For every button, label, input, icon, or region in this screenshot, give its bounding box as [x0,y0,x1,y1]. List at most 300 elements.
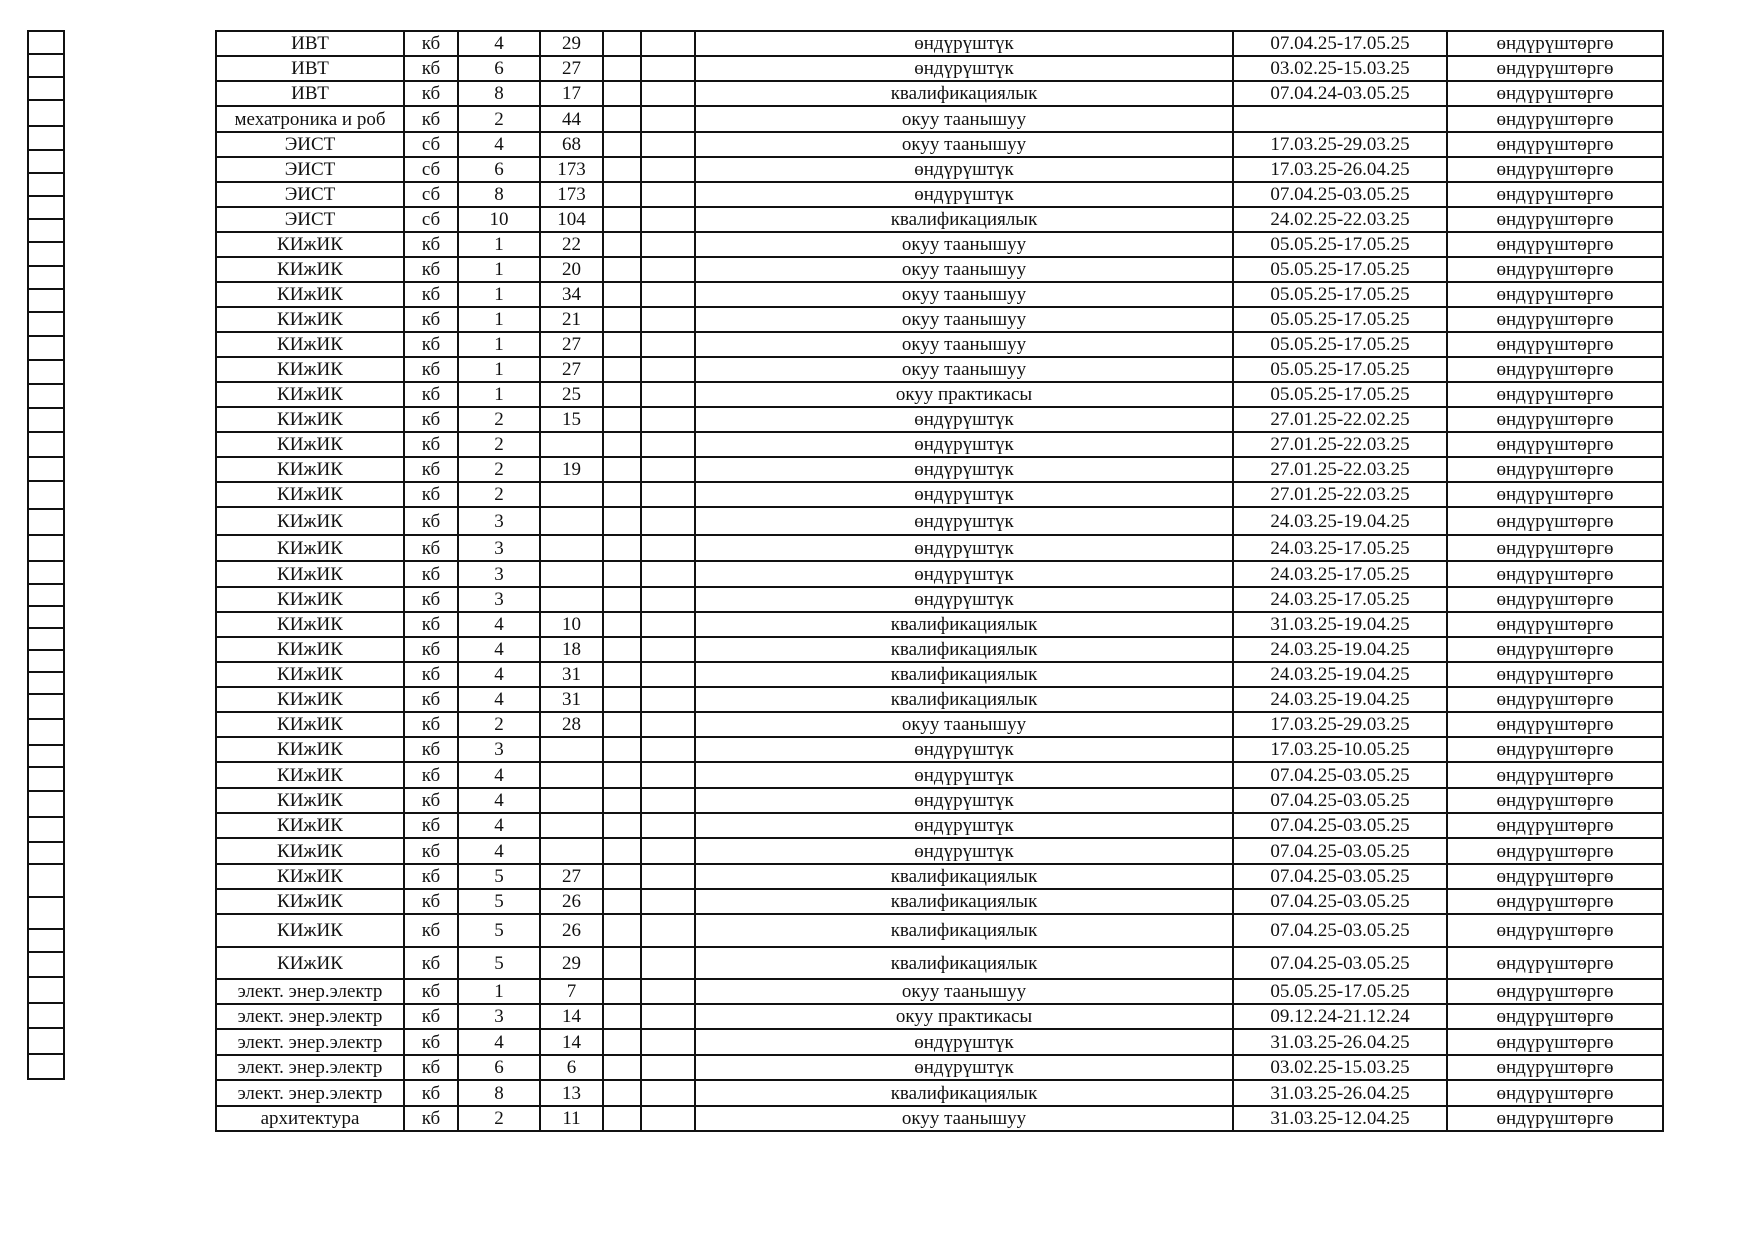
practice-dates-cell: 24.03.25-19.04.25 [1233,637,1447,662]
study-form-cell: кб [404,737,458,762]
empty-cell [641,864,695,889]
course-cell: 4 [458,788,540,813]
empty-cell [641,157,695,182]
course-cell: 3 [458,535,540,561]
row-number-cell [28,977,64,1003]
practice-place-cell: өндүрүштөргө [1447,257,1663,282]
empty-cell [603,106,641,132]
practice-place-cell: өндүрүштөргө [1447,106,1663,132]
study-form-cell: кб [404,457,458,482]
course-cell: 3 [458,561,540,587]
specialty-cell: КИжИК [216,637,404,662]
practice-type-cell: өндүрүштүк [695,561,1233,587]
row-number-cell [28,150,64,173]
study-form-cell: кб [404,587,458,612]
row-number-cell [28,196,64,219]
table-row [216,788,1663,813]
study-form-cell: кб [404,889,458,914]
student-count-cell: 20 [540,257,603,282]
study-form-cell: кб [404,687,458,712]
course-cell: 4 [458,687,540,712]
study-form-cell: кб [404,407,458,432]
practice-place-cell: өндүрүштөргө [1447,432,1663,457]
specialty-cell: элект. энер.электр [216,1055,404,1080]
specialty-cell: ЭИСТ [216,182,404,207]
empty-cell [641,687,695,712]
row-number-row [28,628,64,650]
student-count-cell: 27 [540,56,603,81]
empty-cell [641,535,695,561]
row-number-cell [28,561,64,584]
row-number-cell [28,650,64,672]
empty-cell [641,587,695,612]
course-cell: 8 [458,1080,540,1106]
empty-cell [603,332,641,357]
course-cell: 2 [458,712,540,737]
student-count-cell: 44 [540,106,603,132]
specialty-cell: КИжИК [216,737,404,762]
course-cell: 1 [458,257,540,282]
practice-place-cell: өндүрүштөргө [1447,132,1663,157]
practice-place-cell: өндүрүштөргө [1447,535,1663,561]
row-number-row [28,312,64,336]
practice-dates-cell: 05.05.25-17.05.25 [1233,307,1447,332]
row-number-cell [28,694,64,719]
practice-dates-cell: 05.05.25-17.05.25 [1233,232,1447,257]
practice-place-cell: өндүрүштөргө [1447,813,1663,838]
empty-cell [641,432,695,457]
specialty-cell: КИжИК [216,482,404,507]
study-form-cell: кб [404,282,458,307]
row-number-row [28,432,64,457]
row-number-column [27,30,65,1080]
study-form-cell: кб [404,947,458,979]
table-row [216,612,1663,637]
empty-cell [603,132,641,157]
row-number-cell [28,897,64,929]
row-number-row [28,31,64,54]
student-count-cell: 27 [540,332,603,357]
table-row [216,587,1663,612]
practice-type-cell: өндүрүштүк [695,587,1233,612]
row-number-row [28,1054,64,1079]
practice-place-cell: өндүрүштөргө [1447,482,1663,507]
specialty-cell: КИжИК [216,561,404,587]
practice-dates-cell: 05.05.25-17.05.25 [1233,257,1447,282]
practice-type-cell: окуу таанышуу [695,132,1233,157]
specialty-cell: КИжИК [216,282,404,307]
practice-type-cell: окуу таанышуу [695,106,1233,132]
empty-cell [641,382,695,407]
row-number-cell [28,266,64,289]
student-count-cell: 22 [540,232,603,257]
row-number-row [28,266,64,289]
study-form-cell: сб [404,132,458,157]
student-count-cell: 14 [540,1029,603,1055]
row-number-cell [28,842,64,864]
row-number-row [28,606,64,628]
student-count-cell: 27 [540,864,603,889]
table-row [216,1055,1663,1080]
practice-dates-cell: 17.03.25-26.04.25 [1233,157,1447,182]
student-count-cell: 28 [540,712,603,737]
practice-type-cell: квалификациялык [695,914,1233,947]
study-form-cell: кб [404,1029,458,1055]
table-row [216,712,1663,737]
specialty-cell: ИВТ [216,31,404,56]
empty-cell [603,207,641,232]
empty-cell [641,712,695,737]
practice-place-cell: өндүрүштөргө [1447,979,1663,1004]
practice-dates-cell: 07.04.25-03.05.25 [1233,813,1447,838]
course-cell: 4 [458,838,540,864]
student-count-cell: 6 [540,1055,603,1080]
row-number-row [28,817,64,842]
student-count-cell: 29 [540,947,603,979]
table-row [216,1029,1663,1055]
practice-dates-cell: 24.03.25-17.05.25 [1233,587,1447,612]
course-cell: 1 [458,382,540,407]
empty-cell [603,561,641,587]
empty-cell [603,662,641,687]
table-row [216,31,1663,56]
table-row [216,56,1663,81]
row-number-row [28,977,64,1003]
student-count-cell: 11 [540,1106,603,1131]
student-count-cell: 34 [540,282,603,307]
practice-dates-cell: 07.04.24-03.05.25 [1233,81,1447,106]
practice-dates-cell: 24.03.25-17.05.25 [1233,535,1447,561]
specialty-cell: КИжИК [216,612,404,637]
student-count-cell: 18 [540,637,603,662]
row-number-cell [28,77,64,100]
practice-type-cell: өндүрүштүк [695,31,1233,56]
practice-type-cell: өндүрүштүк [695,788,1233,813]
specialty-cell: КИжИК [216,662,404,687]
row-number-row [28,196,64,219]
row-number-cell [28,791,64,817]
practice-dates-cell: 31.03.25-26.04.25 [1233,1080,1447,1106]
row-number-row [28,509,64,535]
student-count-cell: 26 [540,889,603,914]
student-count-cell: 104 [540,207,603,232]
empty-cell [603,457,641,482]
empty-cell [641,106,695,132]
practice-dates-cell: 24.03.25-19.04.25 [1233,662,1447,687]
study-form-cell: кб [404,979,458,1004]
row-number-row [28,408,64,432]
course-cell: 3 [458,587,540,612]
specialty-cell: КИжИК [216,407,404,432]
practice-place-cell: өндүрүштөргө [1447,407,1663,432]
practice-place-cell: өндүрүштөргө [1447,81,1663,106]
table-row [216,979,1663,1004]
row-number-row [28,336,64,360]
specialty-cell: КИжИК [216,432,404,457]
specialty-cell: КИжИК [216,535,404,561]
practice-place-cell: өндүрүштөргө [1447,612,1663,637]
specialty-cell: ИВТ [216,81,404,106]
practice-place-cell: өндүрүштөргө [1447,207,1663,232]
student-count-cell [540,838,603,864]
practice-place-cell: өндүрүштөргө [1447,507,1663,535]
study-form-cell: кб [404,561,458,587]
table-row [216,282,1663,307]
row-number-cell [28,384,64,408]
student-count-cell [540,482,603,507]
empty-cell [641,31,695,56]
row-number-row [28,719,64,745]
row-number-body [28,31,64,1079]
row-number-cell [28,745,64,767]
row-number-cell [28,817,64,842]
study-form-cell: кб [404,232,458,257]
empty-cell [641,282,695,307]
practice-type-cell: квалификациялык [695,947,1233,979]
practice-dates-cell: 07.04.25-03.05.25 [1233,838,1447,864]
study-form-cell: кб [404,712,458,737]
empty-cell [641,407,695,432]
empty-cell [603,612,641,637]
row-number-cell [28,126,64,150]
practice-type-cell: окуу таанышуу [695,357,1233,382]
student-count-cell: 15 [540,407,603,432]
table-row [216,889,1663,914]
specialty-cell: КИжИК [216,864,404,889]
practice-dates-cell: 05.05.25-17.05.25 [1233,282,1447,307]
practice-schedule-table [215,30,1664,1132]
table-row [216,687,1663,712]
study-form-cell: кб [404,56,458,81]
empty-cell [603,482,641,507]
study-form-cell: кб [404,813,458,838]
table-row [216,81,1663,106]
practice-dates-cell: 07.04.25-03.05.25 [1233,864,1447,889]
practice-place-cell: өндүрүштөргө [1447,762,1663,788]
study-form-cell: кб [404,535,458,561]
table-row [216,106,1663,132]
row-number-row [28,767,64,791]
row-number-cell [28,408,64,432]
study-form-cell: кб [404,637,458,662]
row-number-row [28,650,64,672]
study-form-cell: кб [404,31,458,56]
practice-dates-cell: 07.04.25-03.05.25 [1233,947,1447,979]
empty-cell [603,182,641,207]
practice-place-cell: өндүрүштөргө [1447,737,1663,762]
table-row [216,1106,1663,1131]
empty-cell [603,947,641,979]
practice-type-cell: окуу таанышуу [695,282,1233,307]
practice-place-cell: өндүрүштөргө [1447,788,1663,813]
study-form-cell: сб [404,207,458,232]
empty-cell [603,31,641,56]
study-form-cell: кб [404,762,458,788]
study-form-cell: кб [404,788,458,813]
empty-cell [603,1106,641,1131]
empty-cell [641,612,695,637]
study-form-cell: кб [404,257,458,282]
table-row [216,132,1663,157]
study-form-cell: кб [404,914,458,947]
practice-place-cell: өндүрүштөргө [1447,864,1663,889]
practice-place-cell: өндүрүштөргө [1447,637,1663,662]
empty-cell [603,382,641,407]
practice-dates-cell: 24.03.25-19.04.25 [1233,687,1447,712]
row-number-cell [28,336,64,360]
row-number-row [28,173,64,196]
empty-cell [641,507,695,535]
student-count-cell: 29 [540,31,603,56]
row-number-row [28,219,64,242]
table-row [216,637,1663,662]
course-cell: 4 [458,637,540,662]
empty-cell [603,507,641,535]
practice-place-cell: өндүрүштөргө [1447,1029,1663,1055]
study-form-cell: кб [404,432,458,457]
course-cell: 2 [458,1106,540,1131]
practice-place-cell: өндүрүштөргө [1447,712,1663,737]
practice-place-cell: өндүрүштөргө [1447,457,1663,482]
practice-dates-cell: 17.03.25-29.03.25 [1233,712,1447,737]
study-form-cell: кб [404,332,458,357]
empty-cell [641,1055,695,1080]
empty-cell [603,1004,641,1029]
practice-dates-cell: 05.05.25-17.05.25 [1233,382,1447,407]
row-number-cell [28,864,64,897]
practice-place-cell: өндүрүштөргө [1447,307,1663,332]
practice-type-cell: өндүрүштүк [695,507,1233,535]
practice-type-cell: өндүрүштүк [695,737,1233,762]
course-cell: 6 [458,1055,540,1080]
row-number-cell [28,628,64,650]
specialty-cell: КИжИК [216,232,404,257]
specialty-cell: КИжИК [216,838,404,864]
practice-place-cell: өндүрүштөргө [1447,1080,1663,1106]
specialty-cell: КИжИК [216,914,404,947]
empty-cell [603,1080,641,1106]
empty-cell [641,737,695,762]
practice-type-cell: квалификациялык [695,1080,1233,1106]
table-row [216,737,1663,762]
course-cell: 1 [458,232,540,257]
empty-cell [641,947,695,979]
student-count-cell: 25 [540,382,603,407]
empty-cell [641,813,695,838]
practice-type-cell: квалификациялык [695,687,1233,712]
practice-dates-cell: 24.03.25-17.05.25 [1233,561,1447,587]
specialty-cell: элект. энер.электр [216,1004,404,1029]
student-count-cell [540,561,603,587]
row-number-cell [28,360,64,384]
row-number-cell [28,535,64,561]
practice-type-cell: өндүрүштүк [695,482,1233,507]
practice-place-cell: өндүрүштөргө [1447,382,1663,407]
practice-type-cell: өндүрүштүк [695,432,1233,457]
empty-cell [641,914,695,947]
practice-place-cell: өндүрүштөргө [1447,1004,1663,1029]
specialty-cell: КИжИК [216,813,404,838]
course-cell: 4 [458,1029,540,1055]
empty-cell [641,132,695,157]
student-count-cell [540,535,603,561]
row-number-row [28,54,64,77]
specialty-cell: КИжИК [216,947,404,979]
practice-type-cell: өндүрүштүк [695,182,1233,207]
course-cell: 1 [458,357,540,382]
student-count-cell [540,762,603,788]
student-count-cell [540,507,603,535]
row-number-row [28,384,64,408]
practice-type-cell: өндүрүштүк [695,1055,1233,1080]
empty-cell [603,232,641,257]
empty-cell [603,157,641,182]
row-number-cell [28,719,64,745]
specialty-cell: КИжИК [216,762,404,788]
row-number-cell [28,432,64,457]
study-form-cell: сб [404,157,458,182]
study-form-cell: кб [404,307,458,332]
specialty-cell: КИжИК [216,457,404,482]
practice-place-cell: өндүрүштөргө [1447,687,1663,712]
row-number-cell [28,457,64,481]
course-cell: 8 [458,182,540,207]
student-count-cell: 68 [540,132,603,157]
row-number-cell [28,173,64,196]
table-row [216,457,1663,482]
course-cell: 1 [458,307,540,332]
practice-dates-cell: 07.04.25-17.05.25 [1233,31,1447,56]
empty-cell [641,257,695,282]
student-count-cell [540,432,603,457]
row-number-cell [28,1028,64,1054]
practice-type-cell: окуу таанышуу [695,712,1233,737]
course-cell: 2 [458,457,540,482]
empty-cell [641,662,695,687]
specialty-cell: архитектура [216,1106,404,1131]
course-cell: 10 [458,207,540,232]
row-number-row [28,1028,64,1054]
student-count-cell: 21 [540,307,603,332]
course-cell: 1 [458,282,540,307]
study-form-cell: кб [404,81,458,106]
empty-cell [641,1004,695,1029]
practice-place-cell: өндүрүштөргө [1447,282,1663,307]
practice-type-cell: окуу таанышуу [695,1106,1233,1131]
practice-type-cell: өндүрүштүк [695,157,1233,182]
empty-cell [603,864,641,889]
practice-dates-cell: 05.05.25-17.05.25 [1233,332,1447,357]
empty-cell [603,762,641,788]
course-cell: 6 [458,56,540,81]
student-count-cell: 7 [540,979,603,1004]
empty-cell [603,788,641,813]
row-number-cell [28,1003,64,1028]
row-number-row [28,100,64,126]
empty-cell [641,1080,695,1106]
table-row [216,662,1663,687]
row-number-cell [28,31,64,54]
row-number-row [28,242,64,266]
practice-dates-cell: 07.04.25-03.05.25 [1233,788,1447,813]
row-number-row [28,561,64,584]
row-number-row [28,745,64,767]
practice-dates-cell [1233,106,1447,132]
course-cell: 2 [458,482,540,507]
practice-dates-cell: 17.03.25-29.03.25 [1233,132,1447,157]
practice-place-cell: өндүрүштөргө [1447,561,1663,587]
row-number-row [28,694,64,719]
